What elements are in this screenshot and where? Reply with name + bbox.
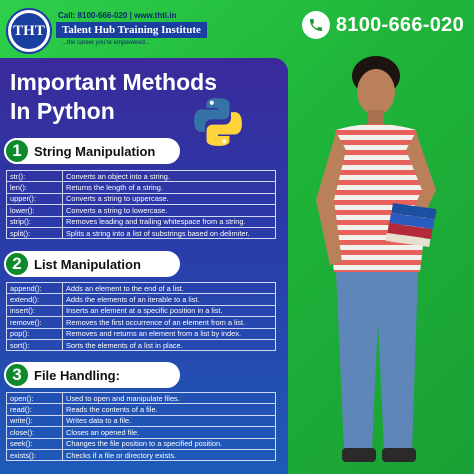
brand-name: Talent Hub Training Institute xyxy=(56,22,207,38)
brand-logo-text: THT xyxy=(11,13,47,49)
table-row xyxy=(7,317,276,328)
method-name: write(): xyxy=(7,415,63,426)
table-row xyxy=(7,427,276,438)
method-desc: Removes the first occurrence of an element from a list. xyxy=(63,317,276,328)
section-number: 3 xyxy=(4,362,30,388)
table-row xyxy=(7,438,276,449)
table-row xyxy=(7,393,276,404)
method-name: extend(): xyxy=(7,294,63,305)
brand-header xyxy=(6,6,236,56)
python-logo-icon xyxy=(192,96,244,148)
method-name: close(): xyxy=(7,427,63,438)
methods-card xyxy=(0,58,288,474)
method-name: open(): xyxy=(7,393,63,404)
file-methods-table xyxy=(6,392,276,461)
method-desc: Closes an opened file. xyxy=(63,427,276,438)
method-name: sort(): xyxy=(7,339,63,350)
section-number: 1 xyxy=(4,138,30,164)
phone-number: 8100-666-020 xyxy=(335,13,464,36)
phone-contact xyxy=(302,10,464,40)
table-row xyxy=(7,216,276,227)
title-line-1: Important Methods xyxy=(10,69,217,95)
section-header-file xyxy=(4,362,180,388)
table-row xyxy=(7,305,276,316)
method-desc: Writes data to a file. xyxy=(63,415,276,426)
table-row xyxy=(7,227,276,238)
string-methods-table xyxy=(6,170,276,239)
method-name: lower(): xyxy=(7,205,63,216)
method-desc: Used to open and manipulate files. xyxy=(63,393,276,404)
method-desc: Converts a string to lowercase. xyxy=(63,205,276,216)
method-desc: Adds the elements of an iterable to a list. xyxy=(63,294,276,305)
method-name: exists(): xyxy=(7,449,63,460)
method-name: split(): xyxy=(7,227,63,238)
brand-contact: Call: 8100-666-020 | www.thti.in xyxy=(58,11,177,20)
list-methods-table xyxy=(6,282,276,351)
table-row xyxy=(7,415,276,426)
method-desc: Changes the file position to a specified position. xyxy=(63,438,276,449)
section-number: 2 xyxy=(4,251,30,277)
brand-logo xyxy=(6,8,52,54)
method-name: read(): xyxy=(7,404,63,415)
table-row xyxy=(7,449,276,460)
table-row xyxy=(7,182,276,193)
method-name: len(): xyxy=(7,182,63,193)
method-desc: Converts a string to uppercase. xyxy=(63,193,276,204)
method-name: remove(): xyxy=(7,317,63,328)
page-title xyxy=(10,68,217,126)
method-desc: Checks if a file or directory exists. xyxy=(63,449,276,460)
table-row xyxy=(7,328,276,339)
table-row xyxy=(7,171,276,182)
phone-icon xyxy=(302,11,330,39)
title-line-2: In Python xyxy=(10,98,115,124)
method-desc: Adds an element to the end of a list. xyxy=(63,283,276,294)
section-header-list xyxy=(4,251,180,277)
method-desc: Reads the contents of a file. xyxy=(63,404,276,415)
method-name: append(): xyxy=(7,283,63,294)
table-row xyxy=(7,205,276,216)
table-row xyxy=(7,193,276,204)
method-name: seek(): xyxy=(7,438,63,449)
method-desc: Returns the length of a string. xyxy=(63,182,276,193)
method-name: strip(): xyxy=(7,216,63,227)
table-row xyxy=(7,339,276,350)
method-desc: Splits a string into a list of substrings based on delimiter. xyxy=(63,227,276,238)
brand-tagline: ...the career you're empowered... xyxy=(62,40,150,46)
method-name: str(): xyxy=(7,171,63,182)
method-desc: Removes leading and trailing whitespace from a string. xyxy=(63,216,276,227)
method-desc: Converts an object into a string. xyxy=(63,171,276,182)
method-desc: Inserts an element at a specific position in a list. xyxy=(63,305,276,316)
method-name: upper(): xyxy=(7,193,63,204)
section-label: List Manipulation xyxy=(34,256,141,272)
method-name: pop(): xyxy=(7,328,63,339)
table-row xyxy=(7,283,276,294)
table-row xyxy=(7,404,276,415)
student-photo xyxy=(300,50,474,474)
table-row xyxy=(7,294,276,305)
section-label: String Manipulation xyxy=(34,143,156,159)
method-name: insert(): xyxy=(7,305,63,316)
method-desc: Removes and returns an element from a list by index. xyxy=(63,328,276,339)
section-label: File Handling: xyxy=(34,367,120,383)
method-desc: Sorts the elements of a list in place. xyxy=(63,339,276,350)
section-header-string xyxy=(4,138,180,164)
